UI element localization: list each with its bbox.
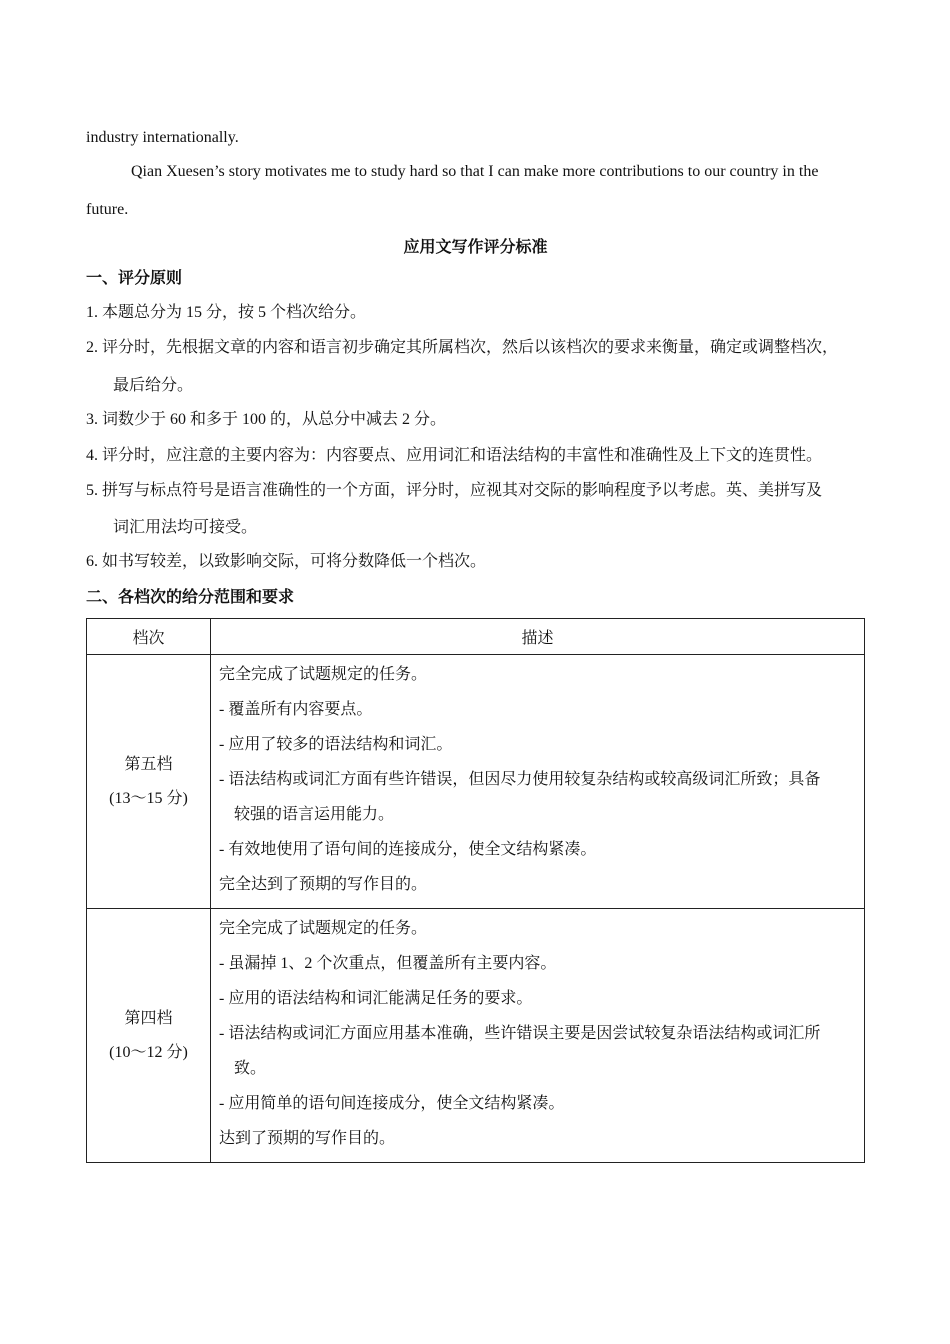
section-heading: 二、各档次的给分范围和要求 <box>86 589 295 606</box>
rule-item-continuation: 词汇用法均可接受。 <box>113 519 258 536</box>
table-row <box>87 655 865 909</box>
description-line: 完全达到了预期的写作目的。 <box>219 876 428 893</box>
table-row <box>87 909 865 1163</box>
section-heading: 一、评分原则 <box>86 270 183 287</box>
description-line: - 语法结构或词汇方面有些许错误，但因尽力使用较复杂结构或较高级词汇所致；具备 <box>219 771 821 788</box>
description-line: - 应用简单的语句间连接成分，使全文结构紧凑。 <box>219 1095 565 1112</box>
grading-table <box>86 618 865 1163</box>
rule-item: 5. 拼写与标点符号是语言准确性的一个方面，评分时，应视其对交际的影响程度予以考虑。英、美拼写及 <box>86 482 823 499</box>
tier-cell <box>87 655 211 909</box>
description-line: 较强的语言运用能力。 <box>234 806 395 823</box>
rule-item: 4. 评分时，应注意的主要内容为：内容要点、应用词汇和语法结构的丰富性和准确性及上下文的连贯性。 <box>86 447 823 464</box>
description-line: - 应用了较多的语法结构和词汇。 <box>219 736 453 753</box>
page-title: 应用文写作评分标准 <box>403 239 548 256</box>
description-line: 完全完成了试题规定的任务。 <box>219 920 428 937</box>
column-header-description: 描述 <box>211 619 865 655</box>
rule-item: 2. 评分时，先根据文章的内容和语言初步确定其所属档次，然后以该档次的要求来衡量，确定或调整档次， <box>86 339 839 356</box>
essay-line: industry internationally. <box>86 129 239 146</box>
essay-paragraph-line: Qian Xuesen’s story motivates me to study hard so that I can make more contributions to our country in the <box>131 163 819 180</box>
rule-item: 1. 本题总分为 15 分，按 5 个档次给分。 <box>86 304 367 321</box>
description-line: - 有效地使用了语句间的连接成分，使全文结构紧凑。 <box>219 841 597 858</box>
description-cell <box>211 909 865 1163</box>
description-line: 致。 <box>234 1060 267 1077</box>
tier-range: (13～15 分) <box>109 789 188 807</box>
description-line: - 覆盖所有内容要点。 <box>219 701 373 718</box>
description-line: - 虽漏掉 1、2 个次重点，但覆盖所有主要内容。 <box>219 955 557 972</box>
tier-range: (10～12 分) <box>109 1043 188 1061</box>
description-cell <box>211 655 865 909</box>
description-line: - 语法结构或词汇方面应用基本准确，些许错误主要是因尝试较复杂语法结构或词汇所 <box>219 1025 821 1042</box>
rule-item-continuation: 最后给分。 <box>113 377 194 394</box>
column-header-tier: 档次 <box>87 619 211 655</box>
rule-item: 6. 如书写较差，以致影响交际，可将分数降低一个档次。 <box>86 553 487 570</box>
tier-name: 第五档 <box>124 755 173 773</box>
tier-name: 第四档 <box>124 1009 173 1027</box>
table-header-row <box>87 619 865 655</box>
tier-cell <box>87 909 211 1163</box>
essay-paragraph-line: future. <box>86 201 129 218</box>
rule-item: 3. 词数少于 60 和多于 100 的，从总分中减去 2 分。 <box>86 411 447 428</box>
description-line: 完全完成了试题规定的任务。 <box>219 666 428 683</box>
description-line: 达到了预期的写作目的。 <box>219 1130 396 1147</box>
description-line: - 应用的语法结构和词汇能满足任务的要求。 <box>219 990 533 1007</box>
